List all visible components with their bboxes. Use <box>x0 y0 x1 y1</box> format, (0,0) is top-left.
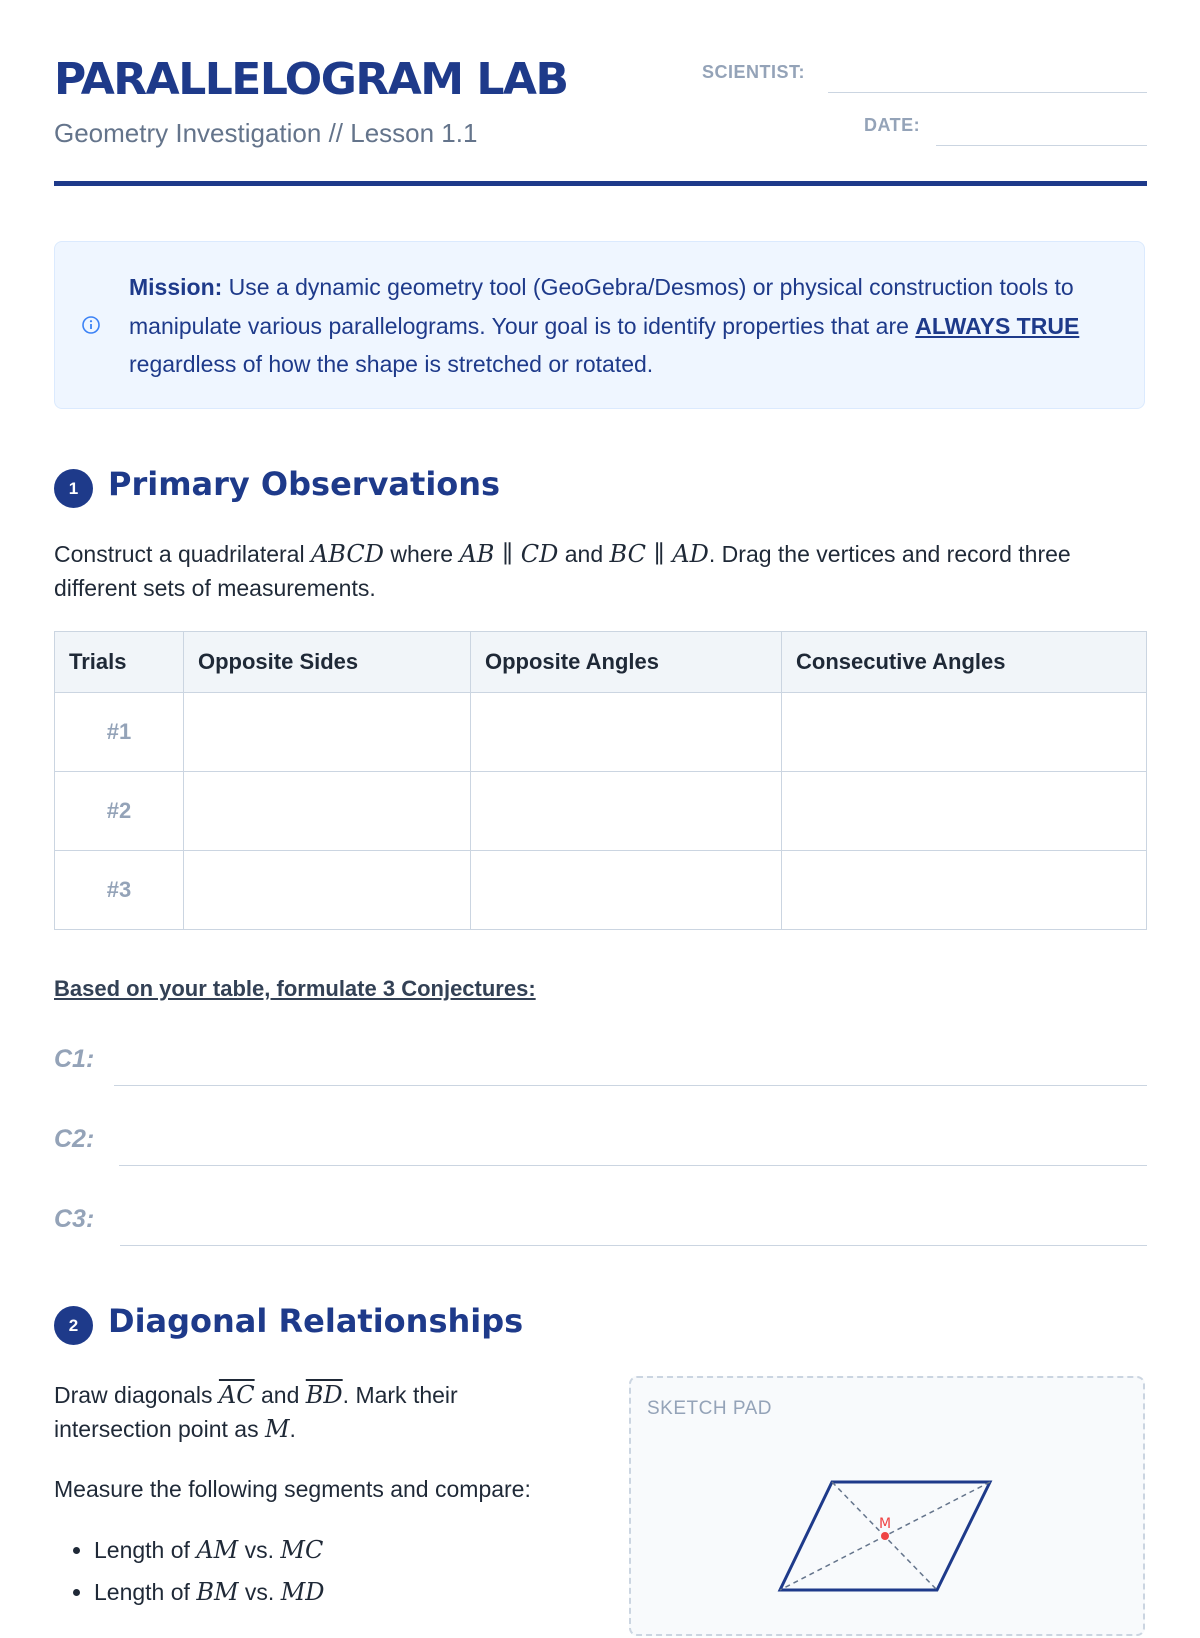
conjecture-label: C3: <box>54 1205 95 1233</box>
conjecture-2-line[interactable] <box>119 1165 1147 1166</box>
instruction-text: . Mark their intersection point as <box>54 1382 458 1442</box>
section-title: Primary Observations <box>108 465 501 503</box>
column-header: Trials <box>55 632 184 693</box>
table-cell[interactable] <box>782 851 1147 930</box>
conjecture-3-line[interactable] <box>120 1245 1147 1246</box>
mission-emphasis: ALWAYS TRUE <box>915 312 1080 339</box>
instruction-text: and <box>254 1382 306 1408</box>
instruction-text: . Drag the vertices and record three different sets of measurements. <box>54 541 1071 601</box>
trial-label: #3 <box>55 851 184 930</box>
header-divider <box>54 181 1147 186</box>
table-row <box>55 851 1147 930</box>
column-header: Opposite Angles <box>471 632 782 693</box>
worksheet-page <box>54 0 1147 1606</box>
column-header: Consecutive Angles <box>782 632 1147 693</box>
conjecture-label: C1: <box>54 1045 95 1073</box>
intersection-point <box>881 1532 889 1540</box>
mission-callout <box>54 241 1145 409</box>
table-row <box>55 693 1147 772</box>
section-2-instruction <box>54 1378 554 1446</box>
math-segment: BM <box>196 1578 239 1606</box>
math-diagonal-bd: $\overline{BD}$ <box>305 1381 343 1409</box>
table-cell[interactable] <box>471 772 782 851</box>
page-subtitle: Geometry Investigation // Lesson 1.1 <box>54 118 478 148</box>
measure-list <box>54 1529 325 1613</box>
info-icon <box>81 315 101 335</box>
date-label: DATE: <box>864 115 921 135</box>
math-parallel-bc-ad: BC ∥ AD <box>609 540 709 568</box>
table-cell[interactable] <box>782 693 1147 772</box>
instruction-text: where <box>384 541 460 567</box>
intersection-label: M <box>879 1516 892 1532</box>
date-field[interactable] <box>936 145 1147 146</box>
instruction-text: . <box>289 1416 296 1442</box>
table-row <box>55 772 1147 851</box>
sketch-pad[interactable] <box>629 1376 1145 1636</box>
scientist-field[interactable] <box>828 92 1147 93</box>
item-text: Length of <box>94 1537 197 1563</box>
scientist-label: SCIENTIST: <box>702 62 806 82</box>
section-number-badge: 2 <box>54 1306 93 1345</box>
table-cell[interactable] <box>782 772 1147 851</box>
conjecture-1-line[interactable] <box>114 1085 1147 1086</box>
table-cell[interactable] <box>184 851 471 930</box>
table-cell[interactable] <box>184 693 471 772</box>
math-segment: MC <box>280 1536 324 1564</box>
list-item <box>94 1529 325 1571</box>
table-header-row <box>55 632 1147 693</box>
column-header: Opposite Sides <box>184 632 471 693</box>
item-text: Length of <box>94 1579 197 1605</box>
table-cell[interactable] <box>471 851 782 930</box>
table-cell[interactable] <box>184 772 471 851</box>
math-point-m: M <box>264 1415 290 1443</box>
observations-table <box>54 631 1147 930</box>
trial-label: #2 <box>55 772 184 851</box>
conjecture-prompt: Based on your table, formulate 3 Conjectures: <box>54 976 536 1001</box>
math-parallel-ab-cd: AB ∥ CD <box>459 540 559 568</box>
instruction-text: Draw diagonals <box>54 1382 219 1408</box>
math-segment: AM <box>196 1536 239 1564</box>
mission-lead: Mission: <box>129 274 223 300</box>
math-diagonal-ac: $\overline{AC}$ <box>218 1381 255 1409</box>
instruction-text: Construct a quadrilateral <box>54 541 311 567</box>
section-1-instruction <box>54 537 1147 605</box>
section-title: Diagonal Relationships <box>108 1302 524 1340</box>
measure-prompt: Measure the following segments and compare: <box>54 1476 531 1502</box>
mission-body: Use a dynamic geometry tool (GeoGebra/Desmos) or physical construction tools to manipulate various parallelograms. Your goal is to identify properties that are <box>129 274 1074 339</box>
page-title: PARALLELOGRAM LAB <box>54 54 568 105</box>
conjecture-label: C2: <box>54 1125 95 1153</box>
header <box>54 0 1147 190</box>
mission-text <box>129 268 1089 384</box>
parallelogram-diagram <box>631 1378 1147 1638</box>
section-number-badge: 1 <box>54 469 93 508</box>
item-text: vs. <box>238 1579 281 1605</box>
list-item <box>94 1571 325 1613</box>
instruction-text: and <box>558 541 610 567</box>
sketch-pad-label: SKETCH PAD <box>647 1398 773 1419</box>
trial-label: #1 <box>55 693 184 772</box>
mission-body-end: regardless of how the shape is stretched or rotated. <box>129 351 654 377</box>
item-text: vs. <box>238 1537 281 1563</box>
math-segment: MD <box>280 1578 325 1606</box>
table-cell[interactable] <box>471 693 782 772</box>
math-quadrilateral: ABCD <box>310 540 384 568</box>
